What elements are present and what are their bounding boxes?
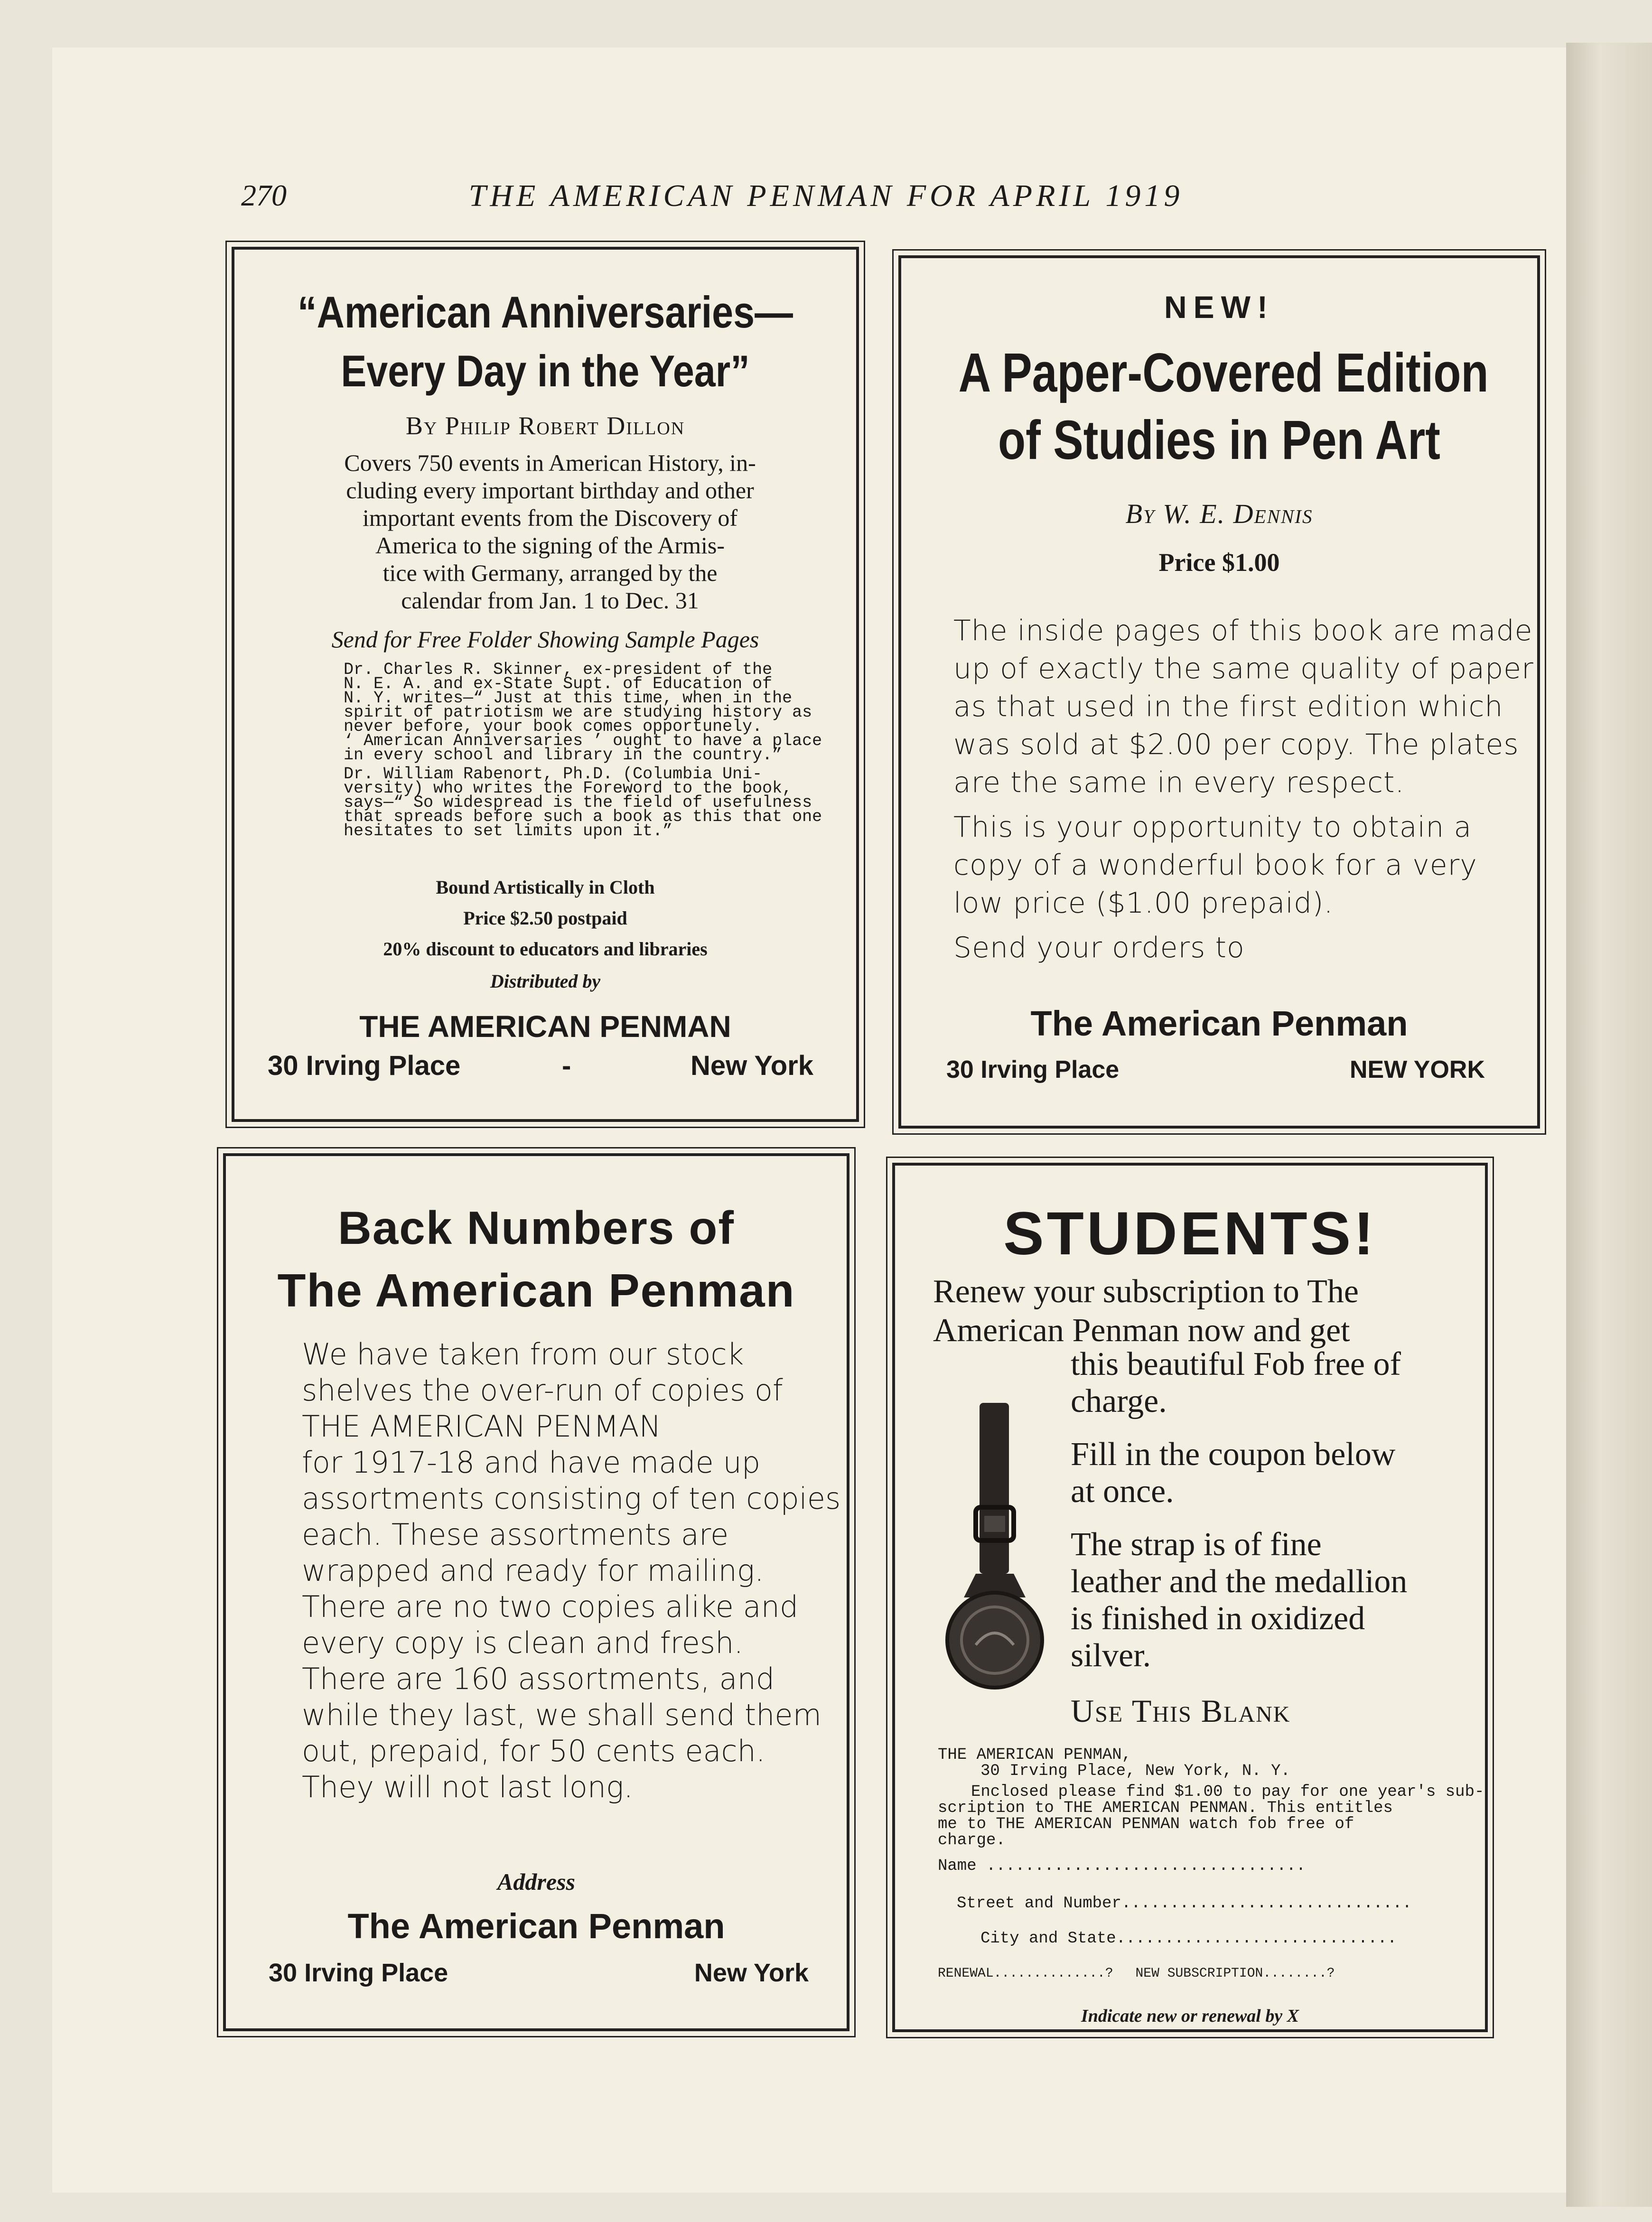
ad3-line: while they last, we shall send them bbox=[302, 1698, 821, 1732]
ad2-line: This is your opportunity to obtain a bbox=[953, 811, 1472, 844]
ad4-line: at once. bbox=[1071, 1473, 1174, 1510]
ad2-para bbox=[953, 612, 1534, 802]
ad1-address bbox=[268, 1050, 813, 1082]
ad3-line: THE AMERICAN PENMAN bbox=[302, 1409, 661, 1444]
ad3-line: every copy is clean and fresh. bbox=[302, 1625, 744, 1660]
ad2-title-line: A Paper-Covered Edition bbox=[958, 342, 1489, 403]
ad1-publisher: THE AMERICAN PENMAN bbox=[359, 1009, 731, 1044]
ad4-line: is finished in oxidized bbox=[1071, 1600, 1365, 1637]
ad3-line: shelves the over-run of copies of bbox=[302, 1373, 783, 1408]
ad1-body-line: calendar from Jan. 1 to Dec. 31 bbox=[401, 587, 699, 614]
coupon-text: Enclosed please find $1.00 to pay for one year's sub- bbox=[971, 1783, 1484, 1801]
watch-fob-icon bbox=[943, 1398, 1052, 1692]
ad4-lead-line: Renew your subscription to The bbox=[933, 1273, 1359, 1310]
ad1-binding: Bound Artistically in Cloth bbox=[436, 877, 655, 898]
ad2-para bbox=[953, 808, 1490, 922]
coupon-new-subscription-field[interactable]: NEW SUBSCRIPTION........? bbox=[1135, 1966, 1335, 1981]
ad4-line: charge. bbox=[1071, 1383, 1167, 1419]
ad1-body-line: important events from the Discovery of bbox=[362, 504, 738, 531]
quote-line: Dr. Charles R. Skinner, ex-president of the bbox=[344, 660, 773, 679]
book-gutter bbox=[1566, 43, 1652, 2207]
ad2-body bbox=[953, 612, 1534, 973]
coupon-renewal-field[interactable]: RENEWAL..............? bbox=[938, 1966, 1113, 1981]
ad1-body-line: tice with Germany, arranged by the bbox=[383, 560, 718, 586]
ad4-fob-free bbox=[1071, 1346, 1447, 1420]
journal-title: THE AMERICAN PENMAN FOR APRIL 1919 bbox=[468, 178, 1184, 213]
subscription-coupon bbox=[938, 1746, 1484, 1982]
ad1-body-line: America to the signing of the Armis- bbox=[375, 532, 725, 559]
coupon-text: charge. bbox=[938, 1831, 1006, 1849]
ad3-line: each. These assortments are bbox=[302, 1517, 729, 1552]
ad3-line: We have taken from our stock bbox=[302, 1337, 744, 1372]
ad1-quote-rabenort bbox=[325, 765, 822, 840]
ad1-body bbox=[272, 449, 828, 614]
ad1-author: By Philip Robert Dillon bbox=[405, 411, 685, 440]
ad1-body-line: cluding every important birthday and other bbox=[346, 477, 754, 504]
coupon-name-field[interactable]: Name ................................. bbox=[938, 1857, 1306, 1875]
ad1-title-line: “American Anniversaries— bbox=[298, 287, 793, 337]
ad2-new-label: NEW! bbox=[1164, 289, 1274, 325]
ad3-address-label: Address bbox=[497, 1868, 575, 1895]
quote-line: spirit of patriotism we are studying history as bbox=[344, 703, 812, 722]
ad4-line: leather and the medallion bbox=[1071, 1563, 1408, 1600]
ad3-line: They will not last long. bbox=[302, 1770, 633, 1804]
coupon-text: scription to THE AMERICAN PENMAN. This entitles bbox=[938, 1799, 1393, 1817]
ad2-line: copy of a wonderful book for a very bbox=[953, 849, 1477, 882]
ad2-line: as that used in the first edition which bbox=[953, 690, 1503, 723]
ad1-street: 30 Irving Place bbox=[268, 1050, 461, 1081]
ad3-title-line: The American Penman bbox=[277, 1264, 795, 1316]
coupon-renewal-row bbox=[938, 1966, 1442, 1982]
ad2-line: up of exactly the same quality of paper bbox=[953, 652, 1534, 685]
coupon-addressee: THE AMERICAN PENMAN, bbox=[938, 1746, 1132, 1764]
quote-line: N. E. A. and ex-State Supt. of Education of bbox=[344, 674, 773, 693]
ad4-line: The strap is of fine bbox=[1071, 1526, 1322, 1563]
ad3-body bbox=[302, 1336, 841, 1805]
ad4-line: silver. bbox=[1071, 1637, 1151, 1674]
ad2-title bbox=[958, 339, 1489, 474]
ad2-publisher: The American Penman bbox=[1030, 1004, 1408, 1043]
ad2-street: 30 Irving Place bbox=[946, 1056, 1120, 1083]
ad3-title-line: Back Numbers of bbox=[337, 1202, 735, 1254]
ad4-lead-line: American Penman now and get bbox=[933, 1312, 1350, 1349]
page-number: 270 bbox=[241, 178, 287, 212]
ad-students-fob bbox=[892, 1163, 1488, 2032]
coupon-text: me to THE AMERICAN PENMAN watch fob free of bbox=[938, 1815, 1354, 1833]
ad2-line: are the same in every respect. bbox=[953, 766, 1405, 799]
quote-line: Dr. William Rabenort, Ph.D. (Columbia Uni- bbox=[344, 765, 763, 784]
running-head bbox=[0, 178, 1652, 221]
quote-line: says—“ So widespread is the field of usefulness bbox=[344, 793, 812, 812]
ad4-title: STUDENTS! bbox=[1003, 1200, 1377, 1268]
ad4-line: Fill in the coupon below bbox=[1071, 1436, 1396, 1473]
quote-line: ‘ American Anniversaries ’ ought to have a place bbox=[344, 731, 822, 750]
ad4-lead bbox=[933, 1272, 1442, 1350]
ad3-line: There are 160 assortments, and bbox=[302, 1662, 775, 1696]
ad-american-anniversaries bbox=[232, 247, 859, 1122]
coupon-street-field[interactable]: Street and Number.............................. bbox=[957, 1895, 1412, 1913]
coupon-city-field[interactable]: City and State............................. bbox=[980, 1930, 1397, 1948]
quote-line: never before, your book comes opportunely. bbox=[344, 717, 763, 736]
ad1-quote-skinner bbox=[325, 660, 822, 765]
ad3-line: assortments consisting of ten copies bbox=[302, 1481, 841, 1516]
ad3-title bbox=[226, 1196, 847, 1322]
ad2-title-line: of Studies in Pen Art bbox=[998, 409, 1440, 471]
ad1-dash: - bbox=[562, 1050, 571, 1081]
ad2-para bbox=[953, 929, 1490, 967]
ad4-line: this beautiful Fob free of bbox=[1071, 1346, 1401, 1382]
ad1-discount: 20% discount to educators and libraries bbox=[383, 938, 708, 960]
ad1-distributed-by: Distributed by bbox=[490, 971, 601, 992]
ad1-price: Price $2.50 postpaid bbox=[463, 907, 627, 929]
quote-line: versity) who writes the Foreword to the book, bbox=[344, 779, 793, 798]
ad2-line: low price ($1.00 prepaid). bbox=[953, 887, 1334, 920]
ad2-city: NEW YORK bbox=[1349, 1056, 1485, 1083]
coupon-address: 30 Irving Place, New York, N. Y. bbox=[980, 1762, 1290, 1780]
quote-line: in every school and library in the country.” bbox=[344, 746, 783, 765]
ad4-strap-desc bbox=[1071, 1526, 1447, 1674]
ad3-line: out, prepaid, for 50 cents each. bbox=[302, 1734, 765, 1768]
ad1-title bbox=[278, 283, 813, 401]
ad3-address bbox=[269, 1958, 809, 1988]
ad4-use-this-blank: Use This Blank bbox=[1071, 1693, 1291, 1729]
ad4-fill-coupon bbox=[1071, 1436, 1447, 1510]
ad3-line: There are no two copies alike and bbox=[302, 1589, 799, 1624]
ad2-address bbox=[946, 1055, 1485, 1084]
ad3-line: for 1917-18 and have made up bbox=[302, 1445, 761, 1480]
ad1-testimonials bbox=[325, 660, 822, 843]
ad3-city: New York bbox=[694, 1959, 809, 1987]
quote-line: N. Y. writes—“ Just at this time, when in the bbox=[344, 689, 793, 708]
ad1-body-line: Covers 750 events in American History, in- bbox=[344, 449, 756, 476]
ad1-send-line: Send for Free Folder Showing Sample Pages bbox=[331, 626, 759, 653]
ad3-line: wrapped and ready for mailing. bbox=[302, 1553, 764, 1588]
ad1-title-line: Every Day in the Year” bbox=[341, 346, 750, 396]
ad2-line: The inside pages of this book are made bbox=[953, 614, 1533, 647]
quote-line: hesitates to set limits upon it.” bbox=[344, 822, 673, 840]
ad-studies-in-pen-art bbox=[898, 255, 1540, 1129]
ad4-indicate: Indicate new or renewal by X bbox=[1081, 2006, 1299, 2026]
ad2-line: was sold at $2.00 per copy. The plates bbox=[953, 728, 1519, 761]
ad-back-numbers bbox=[223, 1153, 849, 2031]
ad3-street: 30 Irving Place bbox=[269, 1959, 448, 1987]
ad3-publisher: The American Penman bbox=[347, 1906, 725, 1946]
ad1-city: New York bbox=[691, 1050, 813, 1081]
ad2-line: Send your orders to bbox=[953, 931, 1245, 964]
ad2-price: Price $1.00 bbox=[1158, 548, 1280, 577]
quote-line: that spreads before such a book as this that one bbox=[344, 807, 822, 826]
ad2-author: By W. E. Dennis bbox=[1125, 498, 1313, 529]
